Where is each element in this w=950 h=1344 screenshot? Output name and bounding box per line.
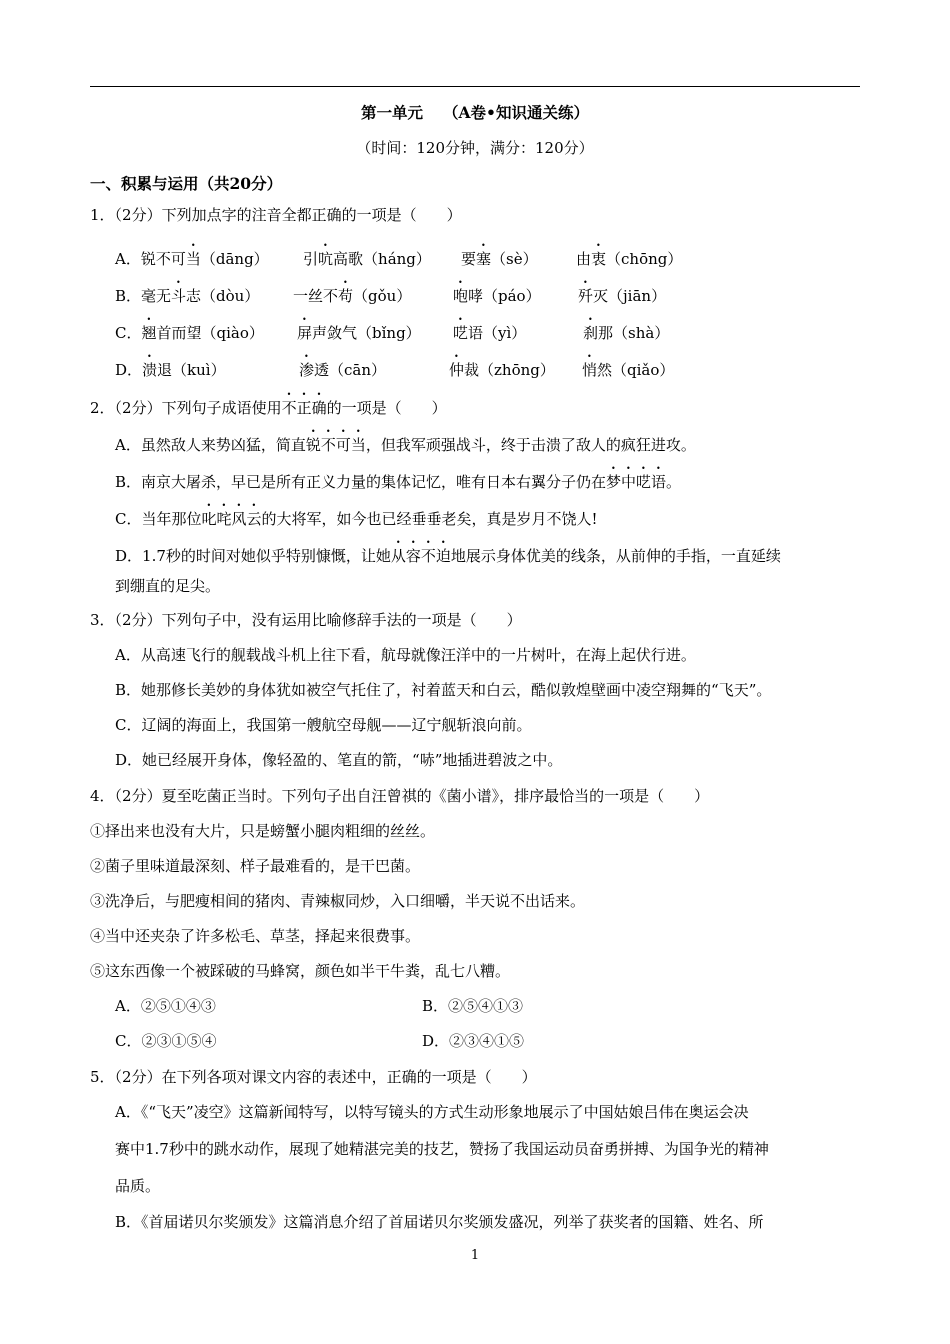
q1-b2-pre: 一丝不 bbox=[293, 287, 339, 305]
q4-option-b: B．②⑤④①③ bbox=[422, 997, 524, 1015]
q2-b-dot: 梦中呓语 bbox=[606, 473, 667, 491]
q1-b-dot: 斗 bbox=[171, 287, 187, 305]
q1-c3-dot: 呓 bbox=[453, 324, 469, 342]
q1-c2-post: 声敛气（bǐng） bbox=[312, 324, 421, 342]
q4-sentence-2: ②菌子里味道最深刻、样子最难看的，是干巴菌。 bbox=[90, 857, 421, 875]
q2-stem-a: 2．（2分）下列句子成语使用 bbox=[90, 399, 282, 417]
q1-a2-post: 高歌（háng） bbox=[333, 250, 431, 268]
q2-b-post: 。 bbox=[666, 473, 682, 491]
q2-stem-b: 的一项是（ ） bbox=[326, 399, 447, 417]
q5-option-a-line3: 品质。 bbox=[115, 1177, 161, 1195]
q1-option-c-item1 bbox=[115, 315, 264, 343]
q2-a-pre: A．虽然敌人来势凶猛，简直 bbox=[115, 436, 306, 454]
section-heading: 一、积累与运用（共20分） bbox=[90, 174, 283, 193]
q1-d4-dot: 悄 bbox=[582, 361, 598, 379]
q5-option-b-line1: B．《首届诺贝尔奖颁发》这篇消息介绍了首届诺贝尔奖颁发盛况，列举了获奖者的国籍、姓名、所 bbox=[115, 1213, 764, 1231]
q1-option-b-item3 bbox=[453, 278, 541, 306]
q2-c-pre: C．当年那位 bbox=[115, 510, 202, 528]
q1-option-b-item2 bbox=[293, 278, 411, 306]
q1-b2-post: （gǒu） bbox=[353, 287, 412, 305]
header-rule bbox=[90, 86, 860, 87]
q1-d3-post: 裁（zhōng） bbox=[464, 361, 555, 379]
q1-a4-post: （chōng） bbox=[606, 250, 683, 268]
title-sub: （A卷•知识通关练） bbox=[443, 103, 589, 122]
q1-c4-post: 那（shà） bbox=[598, 324, 670, 342]
q1-c-pre: C． bbox=[115, 324, 142, 342]
q2-option-c bbox=[115, 501, 598, 529]
q1-b-pre: B．毫无 bbox=[115, 287, 172, 305]
q1-d-dot: 溃 bbox=[142, 361, 158, 379]
q3-option-b: B．她那修长美妙的身体犹如被空气托住了，衬着蓝天和白云，酷似敦煌壁画中凌空翔舞的“飞天”。 bbox=[115, 681, 772, 699]
q2-option-d-line2: 到绷直的足尖。 bbox=[115, 577, 221, 595]
q1-a4-pre: 由 bbox=[576, 250, 592, 268]
page-number: 1 bbox=[470, 1248, 480, 1263]
q1-c-post: 首而望（qiào） bbox=[156, 324, 264, 342]
q4-sentence-3: ③洗净后，与肥瘦相间的猪肉、青辣椒同炒，入口细嚼，半天说不出话来。 bbox=[90, 892, 586, 910]
q3-option-c: C．辽阔的海面上，我国第一艘航空母舰——辽宁舰斩浪向前。 bbox=[115, 716, 532, 734]
q1-option-b-item1 bbox=[115, 278, 259, 306]
q4-option-d: D．②③④①⑤ bbox=[422, 1032, 525, 1050]
q1-option-c-item2 bbox=[297, 315, 421, 343]
q2-d-pre: D．1.7秒的时间对她似乎特别慷慨，让她 bbox=[115, 547, 391, 565]
q4-stem: 4．（2分）夏至吃菌正当时。下列句子出自汪曾祺的《菌小谱》，排序最恰当的一项是（ ） bbox=[90, 787, 710, 805]
q1-c4-dot: 刹 bbox=[583, 324, 599, 342]
q2-stem-dot: 不正确 bbox=[281, 399, 327, 417]
q2-a-post: ，但我军顽强战斗，终于击溃了敌人的疯狂进攻。 bbox=[365, 436, 696, 454]
q2-stem bbox=[90, 390, 447, 418]
q4-sentence-5: ⑤这东西像一个被踩破的马蜂窝，颜色如半干牛粪，乱七八糟。 bbox=[90, 962, 511, 980]
q1-option-a-item2 bbox=[303, 241, 431, 269]
q1-c2-dot: 屏 bbox=[297, 324, 313, 342]
page-title bbox=[0, 101, 950, 123]
q4-option-c: C．②③①⑤④ bbox=[115, 1032, 217, 1050]
q1-a3-pre: 要 bbox=[461, 250, 477, 268]
q1-b4-post: 灭（jiān） bbox=[593, 287, 667, 305]
q2-option-d-line1 bbox=[115, 538, 781, 566]
q2-option-a bbox=[115, 427, 696, 455]
q1-c-dot: 翘 bbox=[141, 324, 157, 342]
q1-a3-dot: 塞 bbox=[476, 250, 492, 268]
q1-b-post: 志（dòu） bbox=[186, 287, 260, 305]
q1-d3-dot: 仲 bbox=[449, 361, 465, 379]
q1-a-post: （dāng） bbox=[200, 250, 269, 268]
q2-d-dot: 从容不迫 bbox=[390, 547, 451, 565]
q1-option-d-item4 bbox=[582, 352, 674, 380]
q4-sentence-4: ④当中还夹杂了许多松毛、草茎，择起来很费事。 bbox=[90, 927, 421, 945]
q1-option-a-item4 bbox=[576, 241, 682, 269]
q2-c-dot: 叱咤风云 bbox=[201, 510, 262, 528]
q1-option-d-item3 bbox=[449, 352, 555, 380]
q2-c-post: 的大将军，如今也已经垂垂老矣，真是岁月不饶人! bbox=[261, 510, 598, 528]
q1-a2-dot: 吭 bbox=[318, 250, 334, 268]
q1-b3-dot: 咆 bbox=[453, 287, 469, 305]
q1-d-post: 退（kuì） bbox=[157, 361, 226, 379]
q1-option-b-item4 bbox=[578, 278, 666, 306]
q1-b4-dot: 歼 bbox=[578, 287, 594, 305]
time-info: （时间：120分钟，满分：120分） bbox=[356, 139, 594, 157]
q1-b2-dot: 苟 bbox=[338, 287, 354, 305]
q4-option-a: A．②⑤①④③ bbox=[115, 997, 216, 1015]
q1-d2-post: 透（cān） bbox=[314, 361, 387, 379]
q1-option-c-item4 bbox=[583, 315, 669, 343]
q2-a-dot: 锐不可当 bbox=[305, 436, 366, 454]
title-main: 第一单元 bbox=[361, 103, 424, 122]
q1-option-c-item3 bbox=[453, 315, 526, 343]
q1-c3-post: 语（yì） bbox=[468, 324, 527, 342]
q1-a3-post: （sè） bbox=[491, 250, 538, 268]
q3-stem: 3．（2分）下列句子中，没有运用比喻修辞手法的一项是（ ） bbox=[90, 611, 522, 629]
q1-option-a-item3 bbox=[461, 241, 538, 269]
q3-option-a: A．从高速飞行的舰载战斗机上往下看，航母就像汪洋中的一片树叶，在海上起伏行进。 bbox=[115, 646, 696, 664]
q5-option-a-line2: 赛中1.7秒中的跳水动作，展现了她精湛完美的技艺，赞扬了我国运动员奋勇拼搏、为国争光的精神 bbox=[115, 1140, 769, 1158]
q1-d4-post: 然（qiǎo） bbox=[597, 361, 675, 379]
q1-option-a-item1 bbox=[115, 241, 269, 269]
q4-sentence-1: ①择出来也没有大片，只是螃蟹小腿肉粗细的丝丝。 bbox=[90, 822, 436, 840]
q1-a-dot: 当 bbox=[185, 250, 201, 268]
q2-b-pre: B．南京大屠杀，早已是所有正义力量的集体记忆，唯有日本右翼分子仍在 bbox=[115, 473, 607, 491]
q1-option-d-item2 bbox=[299, 352, 386, 380]
q1-a2-pre: 引 bbox=[303, 250, 319, 268]
q1-b3-post: 哮（páo） bbox=[468, 287, 541, 305]
q3-option-d: D．她已经展开身体，像轻盈的、笔直的箭，“哧”地插进碧波之中。 bbox=[115, 751, 563, 769]
q1-stem: 1．（2分）下列加点字的注音全都正确的一项是（ ） bbox=[90, 206, 462, 224]
q1-option-d-item1 bbox=[115, 352, 226, 380]
q1-d-pre: D． bbox=[115, 361, 143, 379]
q1-a4-dot: 衷 bbox=[591, 250, 607, 268]
q1-a-pre: A．锐不可 bbox=[115, 250, 186, 268]
q5-stem: 5．（2分）在下列各项对课文内容的表述中，正确的一项是（ ） bbox=[90, 1068, 537, 1086]
q5-option-a-line1: A．《“飞天”凌空》这篇新闻特写，以特写镜头的方式生动形象地展示了中国姑娘吕伟在奥运会决 bbox=[115, 1103, 749, 1121]
q2-d-post: 地展示身体优美的线条，从前伸的手指，一直延续 bbox=[450, 547, 781, 565]
q1-d2-dot: 渗 bbox=[299, 361, 315, 379]
q2-option-b bbox=[115, 464, 681, 492]
